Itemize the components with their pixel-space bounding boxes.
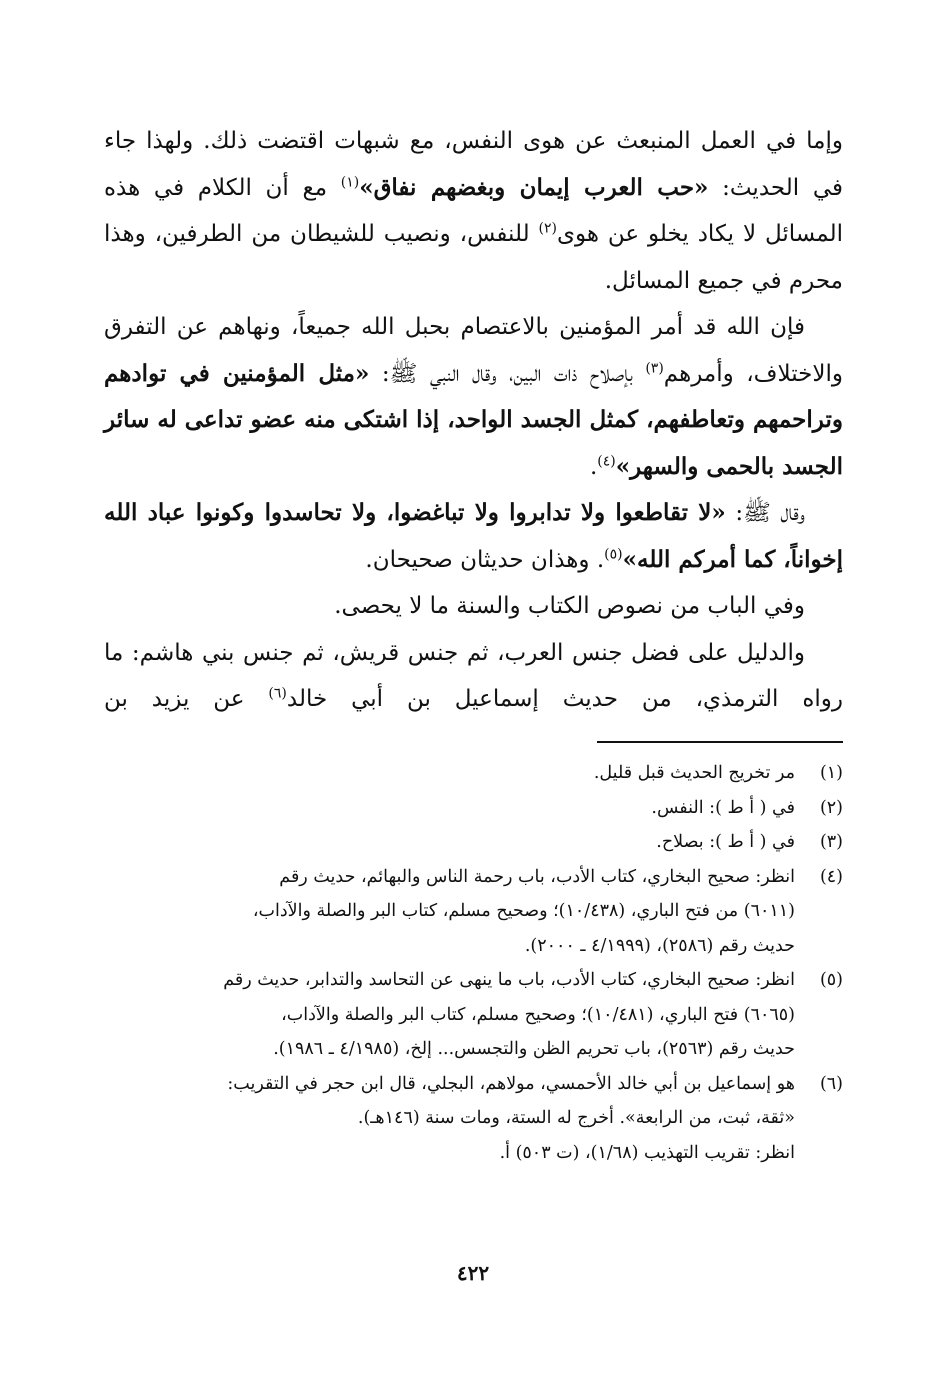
footnote-text [104,963,795,1067]
footnote-line: مر تخريج الحديث قبل قليل. [593,763,795,783]
footnote-line: هو إسماعيل بن أبي خالد الأحمسي، مولاهم، البجلي، قال ابن حجر في التقريب: [227,1073,795,1094]
footnote-number: (٥) [819,970,843,990]
footnote-ref-4: (٤) [597,452,616,469]
footnote-text [104,791,795,826]
footnote-ref-2: (٢) [538,220,557,237]
footnote-3 [104,825,843,860]
text-run: وقال ﷺ: [725,500,805,526]
text-run: وإما في العمل المنبعث عن هوى النفس، مع شبهات اقتضت ذلك. ولهذا جاء في الحديث: [104,128,843,201]
footnote-line: انظر: صحيح البخاري، كتاب الأدب، باب ما ينهى عن التحاسد والتدابر، حديث رقم [223,970,795,990]
footnote-line: حديث رقم (٢٥٦٣)، باب تحريم الظن والتجسس... إلخ، (٤/١٩٨٥ ـ ١٩٨٦). [273,1039,795,1059]
footnote-line: انظر: صحيح البخاري، كتاب الأدب، باب رحمة الناس والبهائم، حديث رقم [279,866,795,887]
main-text [104,118,843,723]
footnote-2 [104,791,843,826]
paragraph-2 [104,304,843,490]
footnote-line: «ثقة، ثبت، من الرابعة». أخرج له الستة، ومات سنة (١٤٦هـ). [357,1108,795,1128]
footnote-line: في ( أ ط ): بصلاح. [656,832,795,852]
footnote-number: (٢) [819,797,843,818]
footnote-line: حديث رقم (٢٥٨٦)، (٤/١٩٩٩ ـ ٢٠٠٠). [524,935,795,956]
footnotes [104,756,843,1170]
paragraph-3 [104,490,843,583]
hadith-quote: «لا تقاطعوا ولا تدابروا ولا تباغضوا، ولا تحاسدوا وكونوا عباد الله إخواناً، كما أمركم الله» [104,499,843,573]
footnote-number: (١) [819,763,843,783]
footnote-text [104,756,795,791]
text-run: بإصلاح ذات البين، وقال النبي ﷺ: [369,360,646,387]
text-run: . وهذان حديثان صحيحان. [365,546,605,573]
hadith-quote: «مثل المؤمنين في توادهم وتراحمهم وتعاطفهم، كمثل الجسد الواحد، إذا اشتكى منه عضو تداعى له سائر الجسد بالحمى والسهر» [104,359,843,480]
page-number: ٤٢٢ [456,1261,490,1285]
footnote-number: (٤) [819,866,843,887]
footnote-1 [104,756,843,791]
footnote-6 [104,1067,843,1171]
footnote-text [104,825,795,860]
footnote-5 [104,963,843,1067]
footnote-line: (٦٠١١) من فتح الباري، (١٠/٤٣٨)؛ وصحيح مسلم، كتاب البر والصلة والآداب، [252,901,795,921]
text-run: عن يزيد بن [104,686,269,712]
paragraph-4: وفي الباب من نصوص الكتاب والسنة ما لا يحصى. [334,593,805,619]
footnote-ref-3: (٣) [645,359,664,376]
text-run: والدليل على فضل جنس العرب، ثم جنس قريش، ثم جنس بني هاشم: ما رواه الترمذي، من حديث إسماعيل بن أبي خالد [104,639,843,712]
footnote-line: في ( أ ط ): النفس. [651,797,795,818]
footnote-number: (٦) [819,1073,843,1094]
footnote-separator [597,741,843,743]
footnote-4 [104,860,843,964]
footnote-line: (٦٠٦٥) فتح الباري، (١٠/٤٨١)؛ وصحيح مسلم، كتاب البر والصلة والآداب، [281,1004,795,1025]
text-run: مع أن الكلام في هذه المسائل لا يكاد يخلو عن هوى [104,174,844,247]
footnote-ref-1: (١) [340,173,360,190]
footnote-text [104,860,795,964]
text-run: للنفس، ونصيب للشيطان من الطرفين، وهذا محرم في جميع المسائل. [104,221,843,294]
hadith-quote: «حب العرب إيمان وبغضهم نفاق» [359,173,709,201]
text-run: . [589,453,598,480]
footnote-ref-5: (٥) [604,545,623,562]
footnote-line: انظر: تقريب التهذيب (١/٦٨)، (ت ٥٠٣) أ. [499,1142,795,1163]
footnote-text [104,1067,795,1171]
paragraph-1 [104,118,843,304]
footnote-number: (٣) [819,832,843,852]
text-run: فإن الله قد أمر المؤمنين بالاعتصام بحبل الله جميعاً، ونهاهم عن التفرق والاختلاف، وأمرهم [104,314,843,387]
footnote-ref-6: (٦) [268,685,287,702]
paragraph-5 [104,630,843,723]
